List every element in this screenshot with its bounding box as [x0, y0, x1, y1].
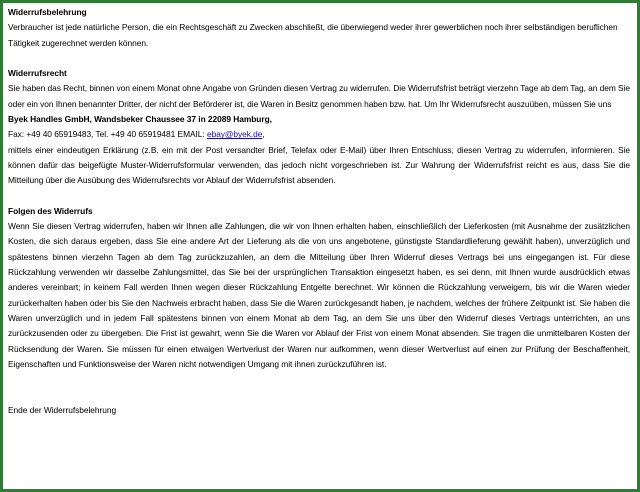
spacer	[8, 189, 630, 204]
contact-prefix: Fax: +49 40 65919483, Tel. +49 40 65919481 EMAIL:	[8, 129, 207, 140]
email-link[interactable]: ebay@byek.de	[206, 129, 263, 140]
contact-suffix: ,	[262, 129, 265, 140]
contact-line	[8, 127, 630, 142]
consequences-text: Wenn Sie diesen Vertrag widerrufen, haben wir Ihnen alle Zahlungen, die wir von Ihnen erhalten haben, einschließlich der Lieferkosten (mit Ausnahme der zusätzlichen Kosten, die sich daraus ergeben, dass Sie eine andere Art der Lieferung als die von uns angebotene, günstigste Standardlieferung gewählt haben), unverzüglich und spätestens binnen vierzehn Tagen ab dem Tag zurückzuzahlen, an dem die Mitteilung über Ihren Widerruf dieses Vertrags bei uns eingegangen ist. Für diese Rückzahlung verwenden wir dasselbe Zahlungsmittel, das Sie bei der ursprünglichen Transaktion eingesetzt haben, es sei denn, mit Ihnen wurde ausdrücklich etwas anderes vereinbart; in keinem Fall werden Ihnen wegen dieser Rückzahlung Entgelte berechnet. Wir können die Rückzahlung verweigern, bis wir die Waren wieder zurückerhalten haben oder bis Sie den Nachweis erbracht haben, dass Sie die Waren zurückgesandt haben, je nachdem, welches der frühere Zeitpunkt ist. Sie haben die Waren unverzüglich und in jedem Fall spätestens binnen von einem Monat ab dem Tag, an dem Sie uns über den Widerruf dieses Vertrags unterrichten, an uns zurückzusenden oder zu übergeben. Die Frist ist gewahrt, wenn Sie die Waren vor Ablauf der Frist von einem Monat absenden. Sie tragen die unmittelbaren Kosten der Rücksendung der Waren. Sie müssen für einen etwaigen Wertverlust der Waren nur aufkommen, wenn dieser Wertverlust auf einen zur Prüfung der Beschaffenheit, Eigenschaften und Funktionsweise der Waren nicht notwendigen Umgang mit ihnen zurückzuführen ist.	[8, 221, 630, 369]
spacer	[8, 51, 630, 66]
heading-widerrufsbelehrung: Widerrufsbelehrung	[8, 7, 87, 17]
heading-folgen-des-widerrufs: Folgen des Widerrufs	[8, 205, 93, 216]
revocation-right-text: Sie haben das Recht, binnen von einem Monat ohne Angabe von Gründen diesen Vertrag zu widerrufen. Die Widerrufsfrist beträgt vierzehn Tage ab dem Tag, an dem Sie oder ein von Ihnen benannter Dritter, der nicht der Beförderer ist, die Waren in Besitz genommen haben bzw. hat. Um Ihr Widerrufsrecht auszuüben, müssen Sie uns	[8, 83, 631, 109]
document-content	[8, 5, 630, 418]
spacer	[8, 372, 630, 403]
revocation-declaration-text: mittels einer eindeutigen Erklärung (z.B. ein mit der Post versandter Brief, Telefax oder E-Mail) über Ihren Entschluss, diesen Vertrag zu widerrufen, informieren. Sie können dafür das beigefügte Muster-Widerrufsformular verwenden, das jedoch nicht vorgeschrieben ist. Zur Wahrung der Widerrufsfrist reicht es aus, dass Sie die Mitteilung über die Ausübung des Widerrufsrechts vor Ablauf der Widerrufsfrist absenden.	[8, 144, 630, 186]
company-address: Byek Handles GmbH, Wandsbeker Chaussee 37 in 22089 Hamburg,	[8, 114, 272, 125]
consumer-definition-text: Verbraucher ist jede natürliche Person, die ein Rechtsgeschäft zu Zwecken abschließt, die überwiegend weder ihrer gewerblichen noch ihrer selbständigen beruflichen Tätigkeit zugerechnet werden können.	[8, 22, 618, 48]
heading-widerrufsrecht: Widerrufsrecht	[8, 68, 67, 79]
end-of-revocation-text: Ende der Widerrufsbelehrung	[8, 404, 117, 415]
